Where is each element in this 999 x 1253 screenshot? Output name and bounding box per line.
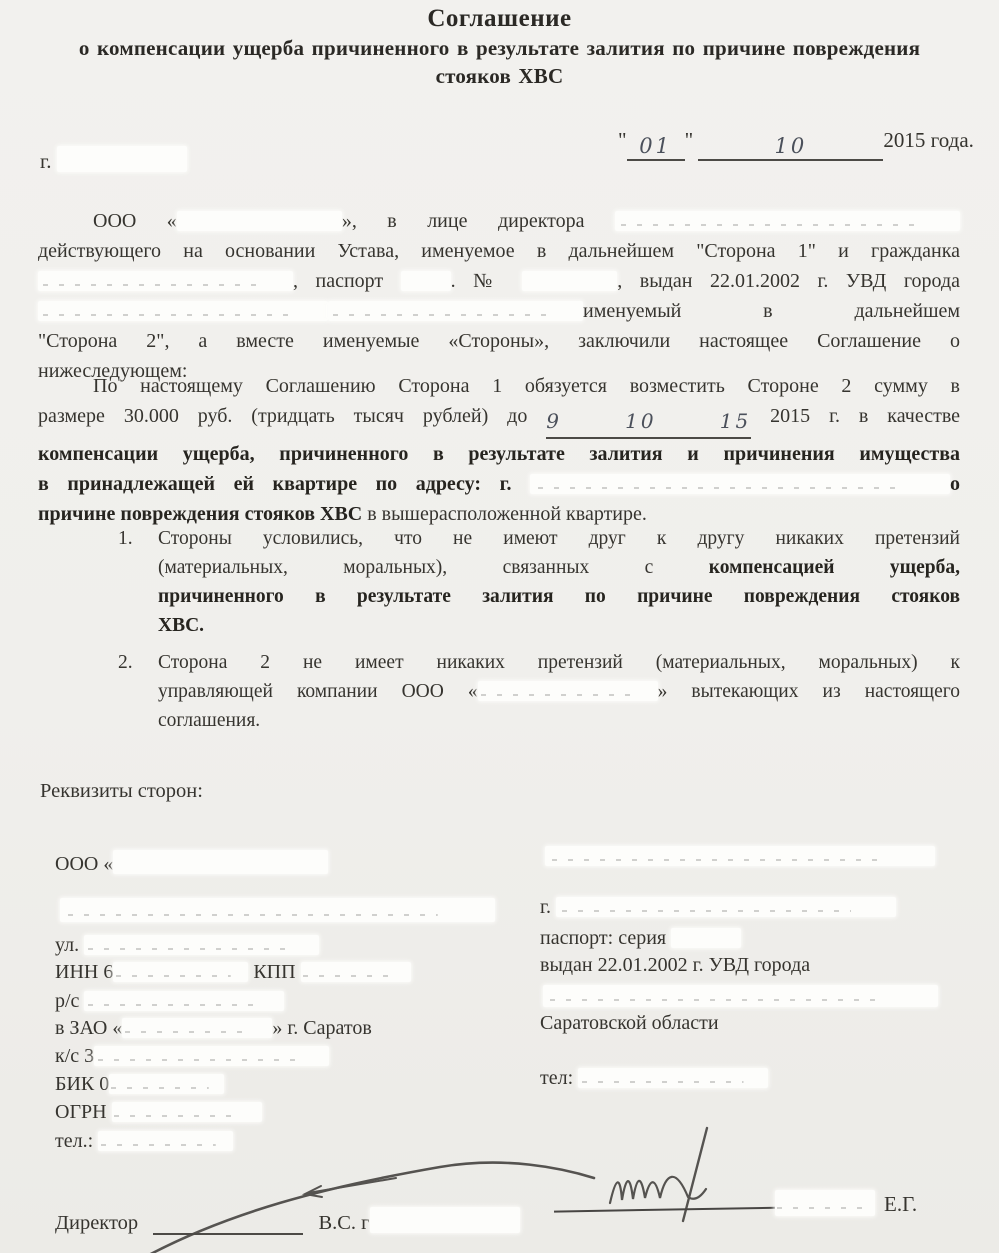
- text-segment: КПП: [253, 961, 296, 983]
- redaction-box: [556, 897, 896, 917]
- obligation-line-4: [38, 469, 960, 499]
- party1-ks-line: [55, 1045, 329, 1068]
- redaction-box: [84, 991, 284, 1011]
- text-segment: тел:: [540, 1067, 574, 1089]
- director-label: Директор: [55, 1212, 139, 1234]
- party2-initials: Е.Г.: [884, 1192, 918, 1216]
- redaction-box: [60, 898, 495, 922]
- subtitle-line-1: о компенсации ущерба причиненного в результате залития по причине повреждения: [78, 36, 921, 60]
- redaction-box: [113, 850, 328, 874]
- party1-tel-line: [55, 1130, 233, 1153]
- redaction-box: [478, 681, 658, 701]
- party2-tel-line: [540, 1067, 768, 1090]
- party1-rs-line: [55, 990, 284, 1013]
- text-segment: р/с: [55, 990, 80, 1012]
- text-segment: » г. Саратов: [272, 1017, 372, 1039]
- text-segment: компенсацией ущерба,: [708, 557, 961, 578]
- page-subtitle: [0, 34, 999, 90]
- redaction-box: [578, 1068, 768, 1088]
- clause-1: [118, 524, 960, 640]
- text-segment: » вытекающих из настоящего: [657, 681, 960, 702]
- text-segment: тел.:: [55, 1130, 94, 1152]
- party1-bank-line: [55, 1017, 372, 1040]
- obligation-line-2: [38, 401, 960, 439]
- redaction-box: [671, 928, 741, 948]
- party1-inn-kpp-line: [55, 961, 411, 984]
- party2-passport-line: [540, 927, 741, 950]
- redaction-box: [84, 935, 319, 955]
- redaction-box: [775, 1190, 875, 1216]
- open-quote: ": [618, 128, 627, 152]
- redaction-box: [615, 211, 960, 231]
- director-signature-line: [153, 1209, 303, 1235]
- clause1-line-4: ХВС.: [158, 615, 205, 636]
- party2-issued-line: выдан 22.01.2002 г. УВД города: [540, 954, 811, 976]
- obligation-paragraph: [38, 371, 960, 529]
- redaction-box: [113, 962, 248, 982]
- text-segment: г.: [540, 896, 551, 918]
- text-segment: ИНН 6: [55, 961, 114, 983]
- obligation-line-1: [38, 371, 960, 401]
- party2-city-line: [540, 896, 896, 919]
- clause-number: 1.: [118, 528, 133, 549]
- date-line: [618, 128, 974, 161]
- redaction-box: [401, 271, 451, 291]
- clause2-line-2: [158, 677, 960, 706]
- redaction-box: [328, 301, 583, 321]
- director-signature-arrowhead: [305, 1186, 322, 1197]
- director-signature-flick: [308, 1178, 396, 1193]
- obligation-line-3: компенсации ущерба, причиненного в результате залития и причинения имущества: [38, 443, 960, 465]
- date-day-underline: [627, 134, 685, 161]
- preamble-paragraph: [38, 206, 960, 386]
- preamble-line-1: [38, 206, 960, 236]
- deadline-underline: [546, 406, 751, 439]
- text-segment: БИК 0: [55, 1073, 110, 1095]
- text-segment: о: [950, 473, 961, 495]
- text-segment: По настоящему Соглашению Сторона 1 обязуется возместить Стороне 2 сумму в: [93, 375, 960, 397]
- handwritten-month: 10: [774, 134, 808, 158]
- text-segment: , выдан 22.01.2002 г. УВД города: [617, 270, 960, 292]
- director-initials: В.С. г: [318, 1212, 370, 1234]
- redaction-box: [109, 1074, 224, 1094]
- preamble-line-6: нижеследующем:: [38, 360, 188, 382]
- text-segment: ООО «: [55, 853, 114, 875]
- text-segment: 2015 г. в качестве: [770, 405, 961, 427]
- date-month-underline: [698, 134, 883, 161]
- party1-ogrn-line: [55, 1101, 262, 1124]
- clause-body: [158, 524, 960, 640]
- city-line: [40, 146, 187, 174]
- clause1-line-3: причиненного в результате залития по причине повреждения стояков: [158, 586, 960, 607]
- text-segment: ОГРН: [55, 1101, 107, 1123]
- handwritten-day: 01: [639, 134, 672, 158]
- text-segment: к/с 3: [55, 1045, 95, 1067]
- redaction-box: [38, 271, 293, 291]
- redaction-box: [370, 1207, 520, 1233]
- page-title: Соглашение: [427, 5, 572, 32]
- text-segment: . №: [450, 270, 505, 292]
- clause2-line-3: соглашения.: [158, 710, 261, 731]
- redaction-box: [543, 985, 938, 1007]
- text-segment: в вышерасположенной квартире.: [362, 503, 647, 525]
- director-signature-row: [55, 1207, 520, 1235]
- handwritten-deadline: 9 10 15: [546, 409, 752, 433]
- requisites-heading: Реквизиты сторон:: [40, 780, 203, 802]
- redaction-box: [522, 271, 617, 291]
- clause-2: [118, 648, 960, 735]
- clause1-line-2: [158, 553, 960, 582]
- text-segment: ООО «: [93, 210, 177, 232]
- redaction-box: [545, 846, 935, 866]
- text-segment: именуемый в дальнейшем: [583, 300, 960, 322]
- date-year: 2015 года.: [883, 128, 974, 152]
- party2-signature-scribble: [610, 1177, 706, 1203]
- redaction-box: [177, 211, 342, 231]
- redaction-box: [38, 301, 328, 321]
- text-segment: размере 30.000 руб. (тридцать тысяч рублей) до: [38, 405, 528, 427]
- clause1-line-1: Стороны условились, что не имеют друг к другу никаких претензий: [158, 528, 960, 549]
- text-segment: управляющей компании ООО «: [158, 681, 478, 702]
- text-segment: в принадлежащей ей квартире по адресу: г.: [38, 473, 512, 495]
- text-segment: », в лице директора: [341, 210, 585, 232]
- text-segment: причине повреждения стояков ХВС: [38, 503, 363, 525]
- redaction-box: [98, 1131, 233, 1151]
- text-segment: паспорт: серия: [540, 927, 667, 949]
- text-segment: (материальных, моральных), связанных с: [158, 557, 654, 578]
- preamble-line-4: [38, 296, 960, 326]
- clause-body: [158, 648, 960, 735]
- text-segment: в ЗАО «: [55, 1017, 123, 1039]
- preamble-line-2: действующего на основании Устава, именуемое в дальнейшем "Сторона 1" и гражданка: [38, 240, 960, 262]
- clause2-line-1: Сторона 2 не имеет никаких претензий (материальных, моральных) к: [158, 652, 960, 673]
- preamble-line-3: [38, 266, 960, 296]
- subtitle-line-2: стояков ХВС: [435, 64, 564, 88]
- party2-region-line: Саратовской области: [540, 1012, 719, 1034]
- redaction-box: [301, 962, 411, 982]
- redaction-box: [57, 146, 187, 172]
- party1-org-line: [55, 850, 328, 876]
- clause-number: 2.: [118, 652, 133, 673]
- party1-bik-line: [55, 1073, 224, 1096]
- text-segment: ул.: [55, 934, 80, 956]
- preamble-line-5: "Сторона 2", а вместе именуемые «Стороны», заключили настоящее Соглашение о: [38, 330, 960, 352]
- redaction-box: [94, 1046, 329, 1066]
- redaction-box: [112, 1102, 262, 1122]
- text-segment: , паспорт: [293, 270, 384, 292]
- redaction-box: [530, 474, 950, 494]
- city-prefix: г.: [40, 149, 52, 173]
- redaction-box: [122, 1018, 272, 1038]
- close-quote: ": [684, 128, 694, 152]
- party1-street-line: [55, 934, 319, 957]
